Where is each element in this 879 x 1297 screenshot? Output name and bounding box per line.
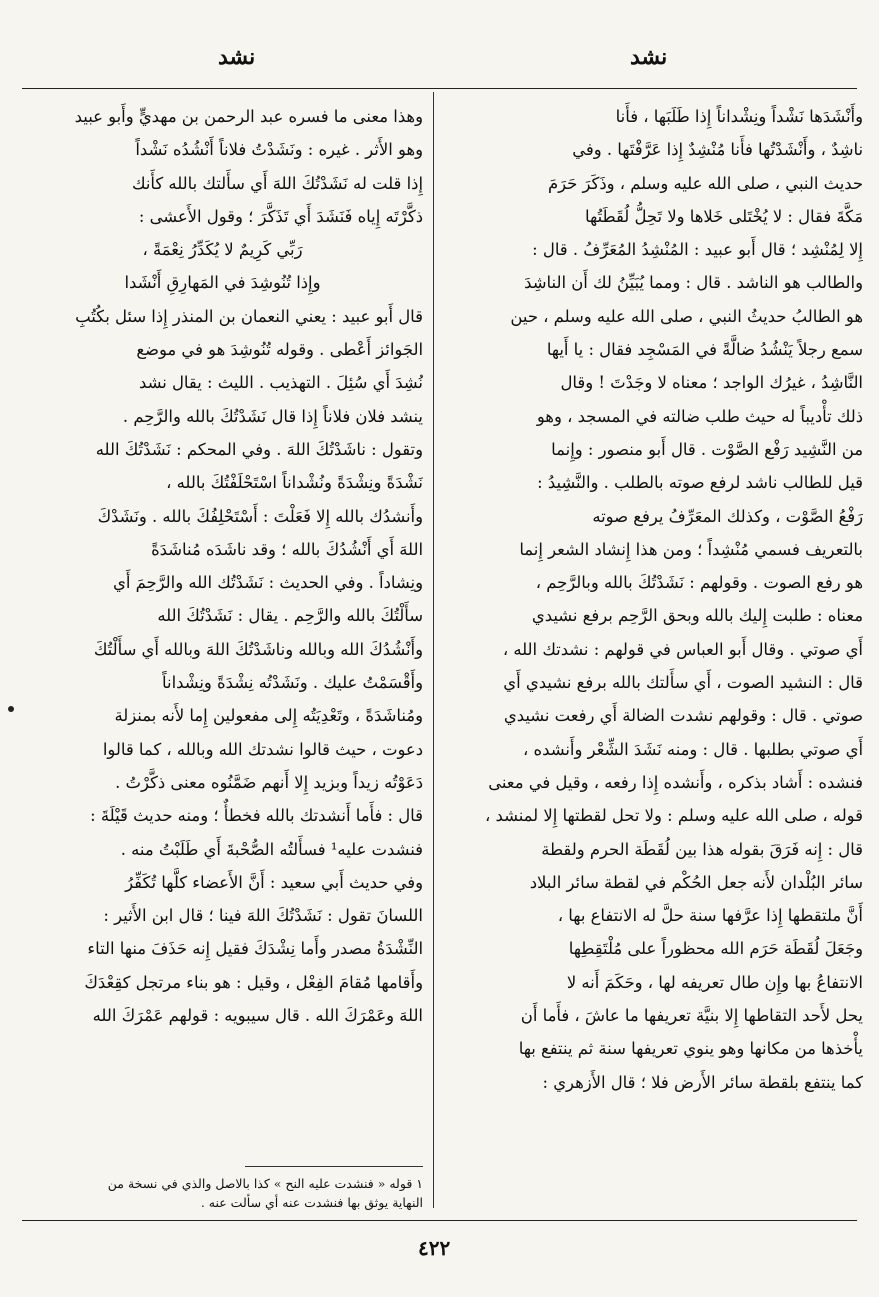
- text-line: اللهَ أَي أَنْشُدُكَ بالله ؛ وقد ناشَدَه مُناشَدَةً: [151, 539, 423, 559]
- text-line: وأَقامها مُقامَ الفِعْل ، وقيل : هو بناء مرتجل كقِعْدَكَ: [84, 972, 423, 992]
- text-line: قيل للطالب ناشد لرفع صوته بالطلب . والنَّشِيدُ :: [537, 473, 863, 493]
- text-line: قال : إِنه فَرَقَ بقوله هذا بين لُقَطَة الحرم ولقطة: [541, 839, 863, 859]
- text-line: فنشده : أَشاد بذكره ، وأَنشده إِذا رفعه ، وقيل في معنى: [488, 772, 863, 792]
- text-line: ومُناشَدَةً ، وتَعْدِيَتُه إِلى مفعولين إِما لأَنه بمنزلة: [114, 706, 423, 726]
- margin-mark: [8, 706, 14, 712]
- text-line: فنشدت عليه¹ فسأَلتُه الصُّحْبةَ أَي طَلَبْتُ منه .: [120, 839, 423, 859]
- left-column-body: [22, 300, 423, 1033]
- text-line: وجَعَلَ لُقَطَة حَرَم الله محظوراً على مُلْتَقِطِها: [568, 939, 863, 959]
- text-line: سأَلْتُكَ بالله والرَّحِم . يقال : نَشَدْتُكَ الله: [157, 606, 423, 626]
- text-line: قال : النشيد الصوت ، أَي سأَلتك بالله برفع نشيدي أَي: [503, 673, 863, 693]
- text-line: أَي صوتي . وقال أَبو العباس في قولهم : نشدتك الله ،: [502, 639, 863, 659]
- text-line: بالتعريف فسمي مُنْشِداً ؛ ومن هذا إِنشاد الشعر إِنما: [519, 539, 863, 559]
- text-line: وهو الأَثر . غيره : ونَشَدْتُ فلاناً أَنْشُدُه نَشْداً: [135, 140, 423, 160]
- text-line: أَي صوتي بطلبها . قال : ومنه نَشَدَ الشِّعْر وأَنشده ،: [523, 739, 863, 759]
- verse-line: وإِذا تُنُوشِدَ في المَهارِقِ أَنْشَدا: [124, 273, 321, 293]
- text-line: الجَوائز أَعْطى . وقوله تُنُوشِدَ هو في موضع: [136, 340, 423, 360]
- text-line: حديث النبي ، صلى الله عليه وسلم ، وذَكَرَ حَرَمَ: [547, 173, 863, 193]
- text-line: ذكَّرْتَه إِياه فَنَشَدَ أَي تَذَكَّرَ ؛ وقول الأَعشى :: [138, 206, 423, 226]
- text-line: النَّاشِدُ ، غيرُك الواجد ؛ معناه لا وجَدْتَ ! وقال: [560, 373, 863, 393]
- text-line: والطالب هو الناشد . قال : ومما يُبَيِّنُ لك أَن الناشِدَ: [524, 273, 863, 293]
- text-line: إِذا قلت له نَشَدْتُكَ اللهَ أَي سأَلتك بالله كأَنك: [132, 173, 423, 193]
- footnote: [22, 1174, 423, 1212]
- text-line: أَنَّ ملتقطها إِذا عرَّفها سنة حلَّ له الانتفاع بها ،: [557, 906, 863, 926]
- text-line: ذلك تأْديباً له حيث طلب ضالته في المسجد ، وهو: [536, 406, 863, 426]
- text-line: وأَقْسَمْتُ عليك . ونَشَدْتُه نِشْدَةً ونِشْداناً: [162, 673, 423, 693]
- text-line: وأَنْشَدَها نَشْداً ونِشْداناً إِذا طَلَبَها ، فأَنا: [615, 107, 863, 126]
- right-column: [443, 100, 863, 1099]
- text-line: دَعَوْتُه زيداً وبزيد إِلا أَنهم ضَمَّنُوه معنى ذكَّرْتُ .: [115, 772, 423, 792]
- text-line: نَشْدَةً ونِشْدَةً ونُشْداناً اسْتَحْلَفْتُكَ بالله ،: [166, 473, 423, 493]
- text-line: رَفْعُ الصَّوْت ، وكذلك المعَرِّفُ يرفع صوته: [592, 506, 863, 526]
- text-line: النِّشْدَةُ مصدر وأَما نِشْدَكَ فقيل إِنه حَذَفَ منها التاء: [87, 939, 423, 959]
- bottom-rule: [22, 1220, 857, 1221]
- text-line: اللسانَ تقول : نَشَدْتُكَ اللهَ فينا ؛ قال ابن الأَثير :: [103, 906, 423, 926]
- text-line: من النَّشِيد رَفْع الصَّوْت . قال أَبو منصور : وإِنما: [551, 439, 863, 459]
- text-line: صوتي . قال : وقولهم نشدت الضالة أَي رفعت نشيدي: [503, 706, 863, 726]
- left-column: [22, 100, 423, 1032]
- column-divider: [433, 92, 434, 1208]
- text-line: ناشِدٌ ، وأَنْشَدْتُها فأَنا مُنْشِدٌ إِذا عَرَّفْتَها . وفي: [572, 140, 863, 160]
- header-left: نشد: [218, 44, 256, 70]
- header-right: نشد: [630, 44, 668, 70]
- text-line: سمع رجلاً يَنْشُدُ ضالَّةً في المَسْجِد فقال : يا أَيها: [546, 340, 863, 360]
- verse-line: رَبِّي كَرِيمٌ لا يُكَدِّرُ نِعْمَةً ،: [142, 240, 303, 260]
- top-rule: [22, 88, 857, 89]
- text-line: ونِشاداً . وفي الحديث : نَشَدْتُك الله والرَّحِمَ أَي: [112, 573, 423, 593]
- text-line: دعوت ، حيث قالوا نشدتك الله وبالله ، كما قالوا: [102, 739, 423, 759]
- text-line: قوله ، صلى الله عليه وسلم : ولا تحل لقطتها إِلا لمنشد ،: [485, 806, 863, 826]
- text-line: قال : فأَما أَنشدتك بالله فخطأٌ ؛ ومنه حديث قَيْلَةَ :: [90, 806, 423, 826]
- text-line: وأَنشدُك بالله إِلا فَعَلْتَ : أَسْتَحْلِفُكَ بالله . ونَشَدْكَ: [97, 506, 423, 526]
- text-line: نُشِدَ أَي سُئِلَ . التهذيب . الليث : يقال نشد: [139, 373, 423, 393]
- text-line: هو الطالبُ حديثُ النبي ، صلى الله عليه وسلم ، حين: [510, 306, 863, 326]
- text-line: كما ينتفع بلقطة سائر الأَرض فلا ؛ قال الأَزهري :: [542, 1072, 863, 1092]
- footnote-line: ١ قوله « فنشدت عليه النح » كذا بالاصل والذي في نسخة من: [107, 1176, 423, 1191]
- text-line: وتقول : ناشَدْتُكَ اللهَ . وفي المحكم : نَشَدْتُكَ الله: [95, 439, 423, 459]
- text-line: الانتفاعُ بها وإِن طال تعريفه لها ، وحَكَمَ أَنه لا: [566, 972, 863, 992]
- text-line: وأَنْشُدُكَ الله وبالله وناشَدْتُكَ اللهَ وبالله أَي سأَلْتُكَ: [93, 639, 423, 659]
- footnote-line: النهاية يوثق بها فنشدت عنه أي سألت عنه .: [200, 1195, 423, 1210]
- text-line: إِلا لِمُنْشِد ؛ قال أَبو عبيد : المُنْشِدُ المُعَرِّفُ . قال :: [532, 240, 863, 260]
- text-line: سائر البُلْدان لأَنه جعل الحُكْم في لقطة سائر البلاد: [529, 872, 863, 892]
- text-line: وهذا معنى ما فسره عبد الرحمن بن مهديٍّ وأَبو عبيد: [74, 107, 423, 126]
- text-line: اللهَ وعَمْرَكَ الله . قال سيبويه : قولهم عَمْرَكَ الله: [92, 1006, 423, 1026]
- text-line: مَكَّةَ فقال : لا يُخْتَلى خَلاها ولا تَحِلُّ لُقَطَتُها: [585, 206, 863, 226]
- text-line: وفي حديث أَبي سعيد : أَنَّ الأَعضاء كلَّها تُكَفِّرُ: [125, 872, 423, 892]
- verse: [22, 233, 423, 300]
- footnote-rule: [245, 1166, 423, 1167]
- text-line: يحل لأَحد التقاطها إِلا بنيَّة تعريفها ما عاشَ ، فأَما أَن: [520, 1006, 863, 1026]
- left-column-intro: [22, 100, 423, 233]
- text-line: قال أَبو عبيد : يعني النعمان بن المنذر إِذا سئل بكُتُبِ: [75, 306, 423, 326]
- text-line: يأْخذها من مكانها وهو ينوي تعريفها سنة ثم ينتفع بها: [518, 1039, 863, 1059]
- text-line: معناه : طلبت إِليك بالله وبحق الرَّحِم برفع نشيدي: [531, 606, 863, 626]
- text-line: ينشد فلان فلاناً إِذا قال نَشَدْتُكَ بالله والرَّحِم .: [122, 406, 423, 426]
- text-line: هو رفع الصوت . وقولهم : نَشَدْتُكَ بالله وبالرَّحِم ،: [535, 573, 863, 593]
- page-number: ٤٢٢: [418, 1236, 451, 1260]
